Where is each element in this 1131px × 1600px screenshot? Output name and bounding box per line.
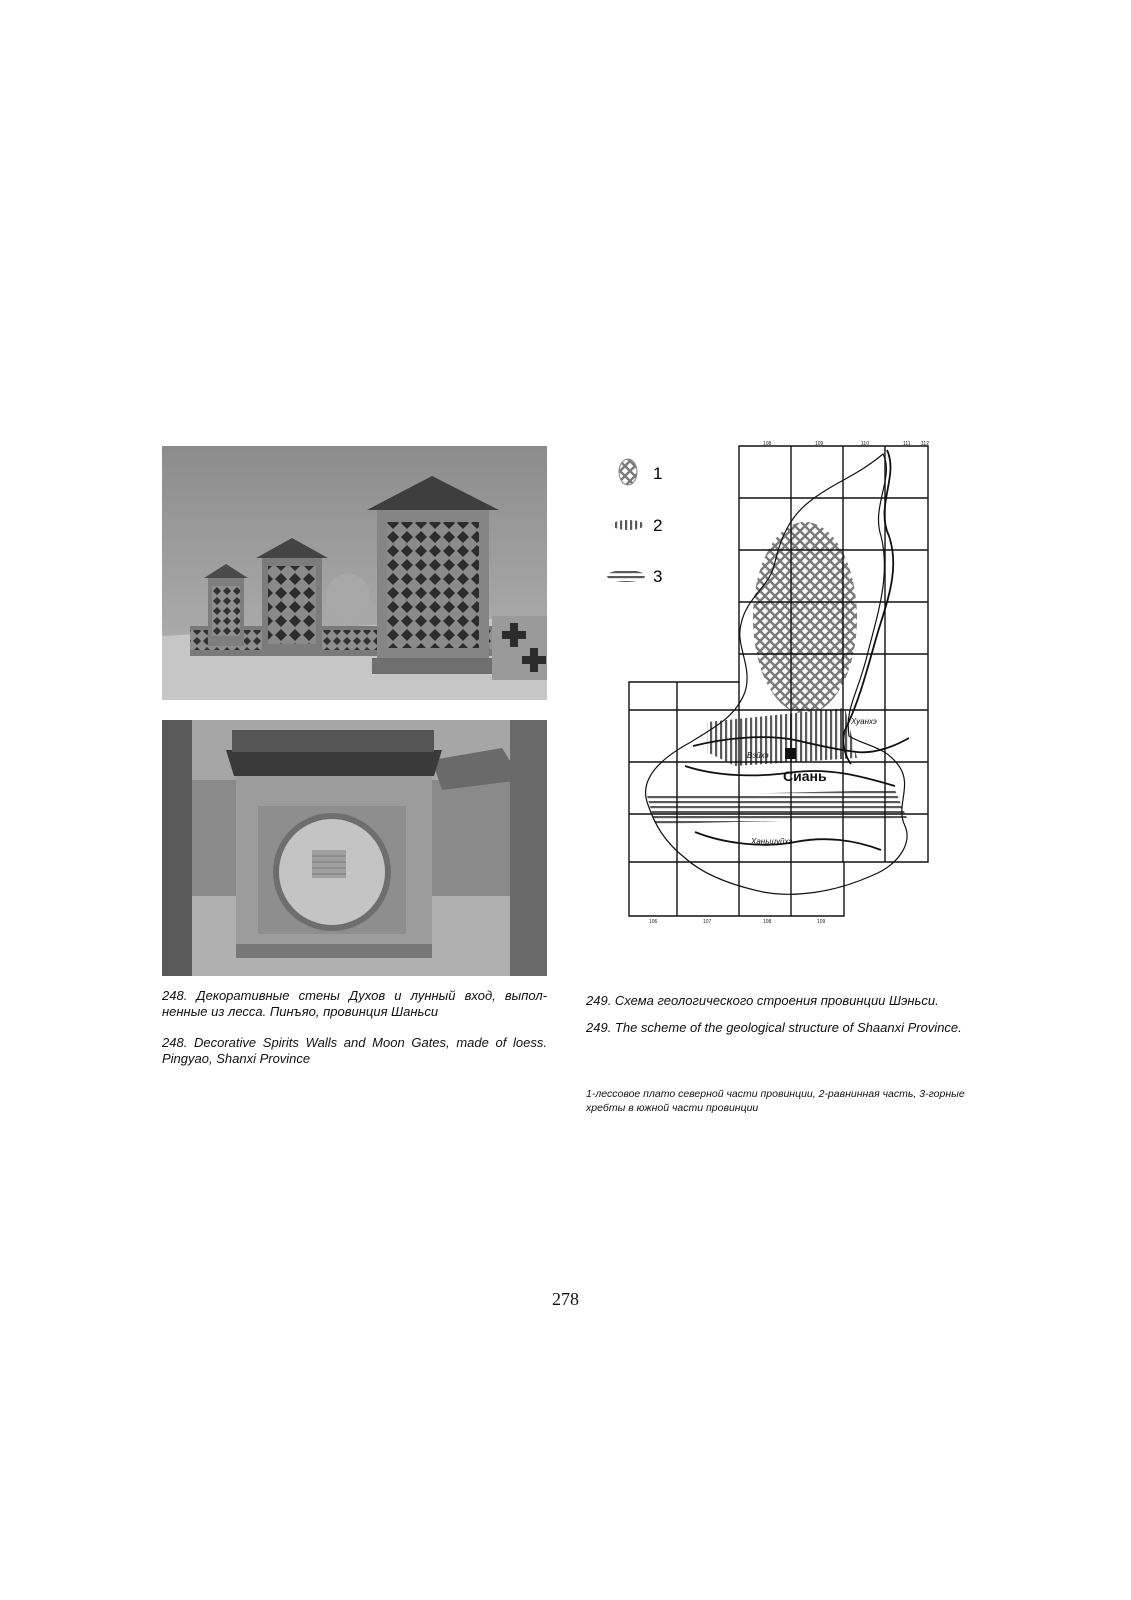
- legend-swatch-1: [619, 459, 637, 485]
- mountain-zone: [647, 790, 907, 824]
- tick-top-2: 109: [815, 441, 824, 447]
- figure-248-caption-ru: 248. Декоративные стены Духов и лунный вход, выпол-ненные из лесса. Пинъяо, провинция Шаньси: [162, 988, 547, 1019]
- label-xian: Сиань: [783, 768, 827, 784]
- legend-swatch-2: [612, 520, 644, 530]
- spirit-walls-photo: [162, 446, 547, 700]
- legend: [607, 459, 662, 586]
- tick-top-4: 111: [903, 441, 911, 447]
- tick-top-5: 112: [921, 441, 929, 447]
- label-huanghe: Хуанхэ: [851, 717, 877, 726]
- geological-scheme-map: [595, 441, 955, 936]
- legend-swatch-3: [607, 570, 645, 582]
- plain-zone: [707, 708, 857, 766]
- tick-top-3: 110: [861, 441, 869, 447]
- label-hanshuihe: Ханьшуйхэ: [751, 837, 793, 846]
- loess-plateau-zone: [753, 522, 857, 714]
- figure-249-caption-ru: 249. Схема геологического строения провинции Шэньси.: [586, 993, 939, 1008]
- xian-city-marker: [785, 748, 796, 759]
- legend-label-2: 2: [653, 516, 663, 535]
- tick-bottom-2: 107: [703, 919, 712, 925]
- tick-top-1: 108: [763, 441, 772, 447]
- tick-bottom-4: 109: [817, 919, 826, 925]
- tick-bottom-1: 106: [649, 919, 658, 925]
- figure-249-caption-en: 249. The scheme of the geological structure of Shaanxi Province.: [586, 1020, 962, 1035]
- page-number: 278: [552, 1289, 579, 1309]
- legend-label-3: 3: [653, 567, 663, 586]
- figure-248-caption-en: 248. Decorative Spirits Walls and Moon Gates, made of loess. Pingyao, Shanxi Province: [162, 1035, 547, 1066]
- moon-gate-photo: [162, 720, 547, 976]
- label-weihe: Вэйхэ: [747, 751, 769, 760]
- legend-label-1: 1: [653, 464, 663, 483]
- figure-249-legend-note: 1-лессовое плато северной части провинции, 2-равнинная часть, 3-горные хребты в южной части провинции: [586, 1088, 965, 1114]
- tick-bottom-3: 108: [763, 919, 772, 925]
